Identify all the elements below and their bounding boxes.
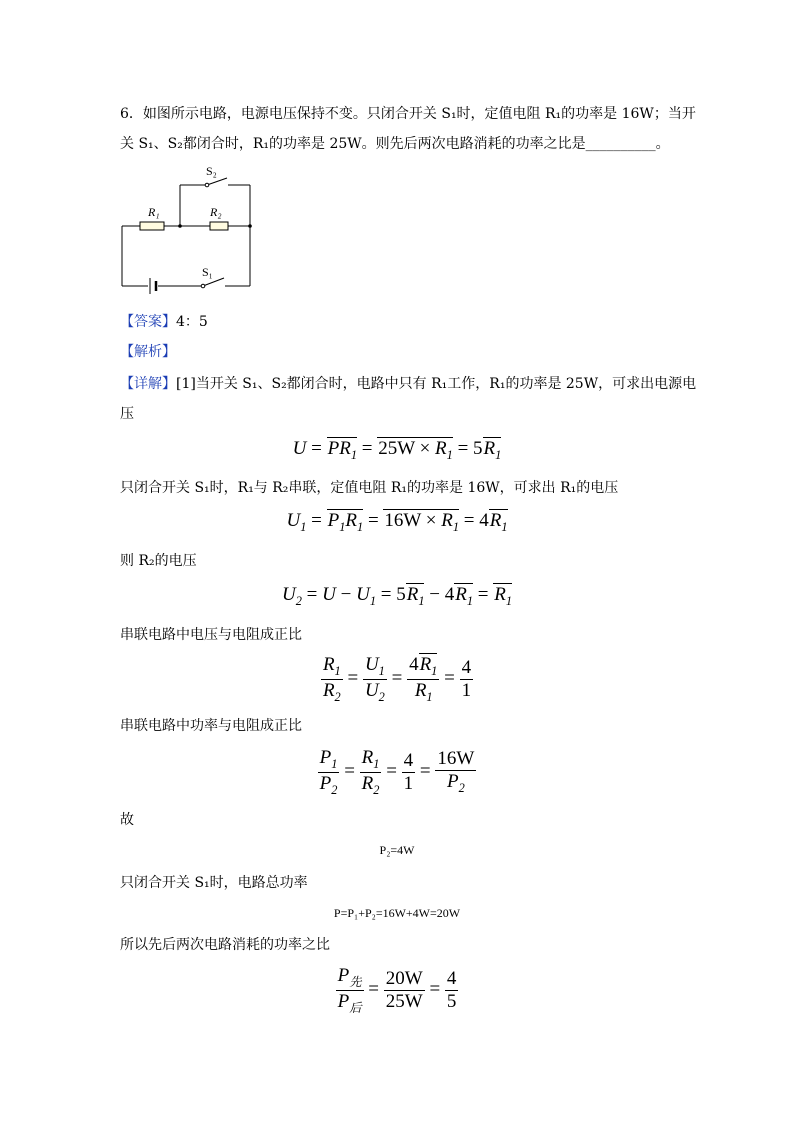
equation-ratio-p: $\frac{P_1}{P_2}$ = $\frac{R_1}{R_2}$ = $\frac{4}{1}$ = $\frac{16W}{P_2}$ [319, 747, 475, 797]
detail-text-2: 只闭合开关 S₁时，R₁与 R₂串联，定值电阻 R₁的功率是 16W，可求出 R₁的电压 [120, 480, 619, 496]
equation-p-total: P=P₁+P₂=16W+4W=20W [333, 906, 461, 920]
circuit-diagram [110, 160, 270, 295]
answer-line [120, 312, 208, 332]
detail-text-4: 串联电路中电压与电阻成正比 [120, 627, 302, 643]
label-s2: S₂ [206, 164, 217, 178]
equation-p2: P₂=4W [379, 843, 415, 857]
detail-text-3: 则 R₂的电压 [120, 553, 197, 569]
equation-u: $U = PR_1 = 25W \times R_1 = 5R_1$ [292, 438, 502, 462]
resistor-r1 [140, 222, 164, 230]
detail-text-5: 串联电路中功率与电阻成正比 [120, 718, 302, 734]
equation-u2: $U_2 = U - U_1 = 5R_1 - 4R_1 = R_1$ [282, 584, 512, 608]
detail-line-1 [120, 374, 696, 394]
detail-tag: 【详解】 [120, 376, 176, 392]
detail-text-6: 故 [120, 812, 134, 828]
label-s1: S₁ [202, 265, 213, 279]
answer-tag: 【答案】 [120, 314, 176, 330]
detail-text-8: 所以先后两次电路消耗的功率之比 [120, 937, 330, 953]
detail-line-2: 压 [120, 406, 134, 422]
label-r1: R₁ [148, 205, 160, 219]
label-r2: R₂ [210, 205, 222, 219]
equation-final-ratio: $\frac{P_先}{P_后}$ = $\frac{20W}{25W}$ = $\frac{4}{5}$ [337, 965, 457, 1015]
equation-ratio-r: $\frac{R_1}{R_2}$ = $\frac{U_1}{U_2}$ = $\frac{4R_1}{R_1}$ = $\frac{4}{1}$ [322, 654, 472, 704]
question-line-2: 关 S₁、S₂都闭合时，R₁的功率是 25W。则先后两次电路消耗的功率之比是__________。 [120, 136, 670, 152]
detail-text-7: 只闭合开关 S₁时，电路总功率 [120, 875, 308, 891]
equation-u1: $U_1 = P_1R_1 = 16W \times R_1 = 4R_1$ [286, 510, 508, 534]
analysis-tag: 【解析】 [120, 344, 176, 360]
answer-value: 4：5 [176, 314, 208, 330]
detail-text-1: [1]当开关 S₁、S₂都闭合时，电路中只有 R₁工作，R₁的功率是 25W，可求出电源电 [176, 376, 697, 392]
resistor-r2 [210, 222, 228, 230]
question-line-1: 6．如图所示电路，电源电压保持不变。只闭合开关 S₁时，定值电阻 R₁的功率是 16W；当开 [120, 106, 696, 122]
